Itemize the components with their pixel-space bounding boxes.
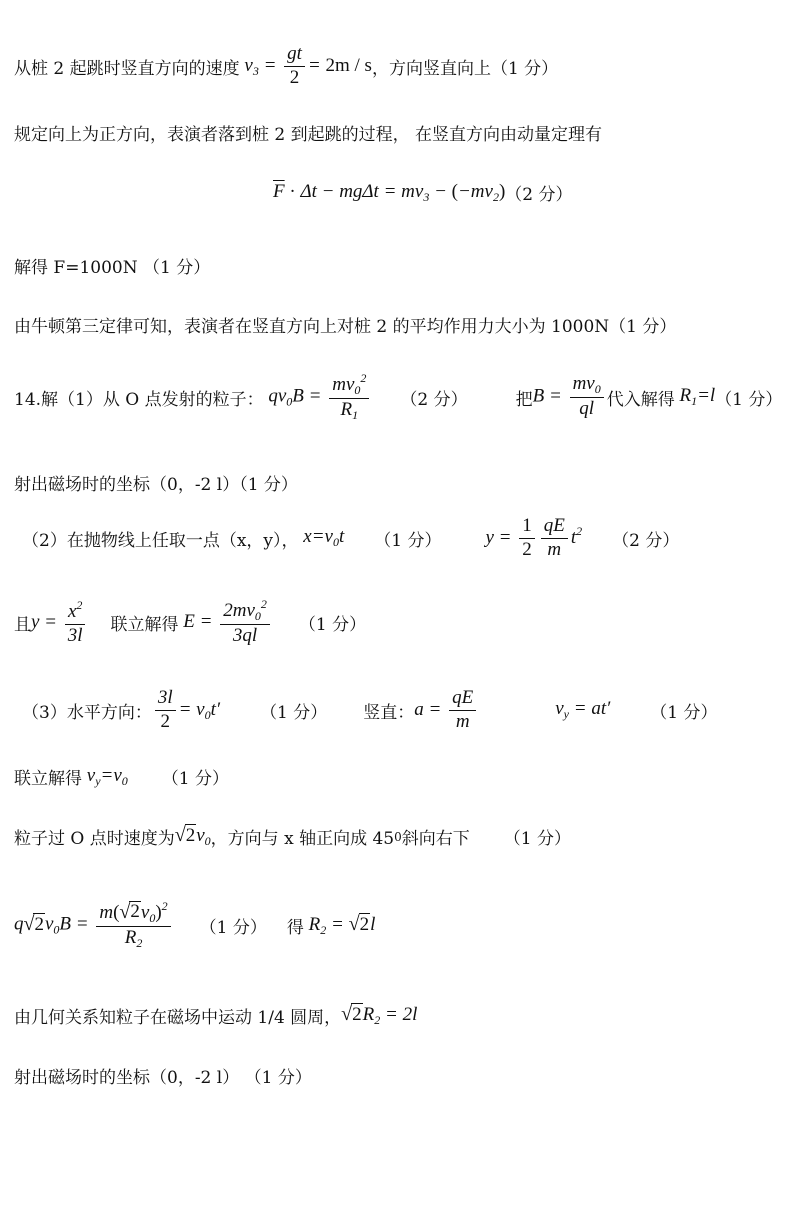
text: （1 分） xyxy=(374,530,442,551)
equation: a = $\frac{qE}{m}$ xyxy=(414,688,479,733)
line-r2-equation xyxy=(14,900,375,950)
text: （1 分） xyxy=(298,615,367,636)
line-q14-part3 xyxy=(22,688,718,733)
text: 把 xyxy=(515,389,533,410)
text: 且 xyxy=(14,615,31,636)
equation: √ 2 $v_0$ xyxy=(174,824,211,848)
line-result-f xyxy=(14,253,210,278)
text: 解得 F=1000N （1 分） xyxy=(14,258,211,278)
line-newton-third xyxy=(14,312,676,337)
text: （1 分） xyxy=(715,389,783,410)
text: （1 分） xyxy=(199,917,267,938)
equation: $x=v_0t$ xyxy=(298,526,345,550)
equation: $v_y = at'$ xyxy=(555,698,611,722)
equation: $qv_0B$ = $\frac{mv_0^2}{R_1}$ xyxy=(264,372,373,422)
line-geometry xyxy=(14,1003,417,1028)
text: （2 分） xyxy=(505,185,573,205)
text: 联立解得 xyxy=(14,769,82,789)
text: （1 分） xyxy=(650,702,718,723)
text: 射出磁场时的坐标（0，-2 l） （1 分） xyxy=(14,1068,312,1088)
text: ，方向竖直向上（1 分） xyxy=(371,58,559,79)
line-momentum-equation xyxy=(273,180,573,205)
equation: B = $\frac{mv_0}{ql}$ xyxy=(533,374,607,420)
text: （2 分） xyxy=(400,389,468,410)
text: （2）在抛物线上任取一点（x，y）， xyxy=(22,530,299,551)
text: （1 分） xyxy=(260,702,328,723)
text: 代入解得 xyxy=(606,389,675,410)
text: 得 xyxy=(286,917,304,938)
text: 14.解（1）从 O 点发射的粒子： xyxy=(14,389,264,410)
text: （2 分） xyxy=(612,530,680,551)
text: 从桩 2 起跳时竖直方向的速度 xyxy=(14,58,240,79)
equation: E = $\frac{2mv_0^2}{3ql}$ xyxy=(179,598,273,647)
equation: $v_3$ = $\frac{gt}{2}$ = 2m / s xyxy=(239,43,372,88)
line-q14-part1 xyxy=(14,372,782,422)
equation: $\overline{F} \cdot \Delta t - mg\Delta t = mv_3 - (-mv_2)$ xyxy=(273,180,506,204)
line-v3 xyxy=(14,44,558,89)
text: ，方向与 x 轴正向成 45 xyxy=(210,829,395,849)
equation: $R_2$ = √ 2 l xyxy=(303,912,376,937)
line-momentum-intro xyxy=(14,120,602,145)
text: （1 分） xyxy=(503,829,571,849)
text: 粒子过 O 点时速度为 xyxy=(14,829,175,849)
line-q14-part2 xyxy=(22,516,679,561)
equation: √ 2 $R_2 = 2l$ xyxy=(341,1003,418,1027)
equation: $R_1=l$ xyxy=(674,385,716,409)
text: （1 分） xyxy=(161,769,230,789)
text: 由几何关系知粒子在磁场中运动 1/4 圆周， xyxy=(14,1008,342,1028)
equation: $v_y=v_0$ xyxy=(82,764,128,788)
line-velocity-o: 粒子过 O 点时速度为 √ 2 $v_0$ ，方向与 x 轴正向成 45 0 斜向右下 （1 分） xyxy=(14,824,571,849)
equation: y = $\frac{x^2}{3l}$ xyxy=(31,599,89,647)
text: 射出磁场时的坐标（0，-2 l）（1 分） xyxy=(14,475,298,495)
line-parabola xyxy=(14,598,366,647)
text: 联立解得 xyxy=(110,615,179,636)
line-vy-result xyxy=(14,764,229,789)
equation: $\frac{3l}{2}$ = $v_0t'$ xyxy=(152,688,220,733)
line-exit-coordinate-2 xyxy=(14,1063,312,1088)
text: 规定向上为正方向，表演者落到桩 2 到起跳的过程， 在竖直方向由动量定理有 xyxy=(14,125,603,145)
text: 竖直： xyxy=(363,702,415,723)
text: （3）水平方向： xyxy=(22,702,152,723)
equation: q √ 2 $v_0B$ = m( √ 2 $v_0)^2$ $R_2$ xyxy=(14,900,174,950)
equation: y = $\frac{1}{2}$ $\frac{qE}{m}$ $t^2$ xyxy=(485,515,583,560)
text: 斜向右下 xyxy=(401,829,470,849)
line-exit-coordinate-1 xyxy=(14,470,298,495)
text: 由牛顿第三定律可知，表演者在竖直方向上对桩 2 的平均作用力大小为 1000N（1 分） xyxy=(14,317,677,337)
